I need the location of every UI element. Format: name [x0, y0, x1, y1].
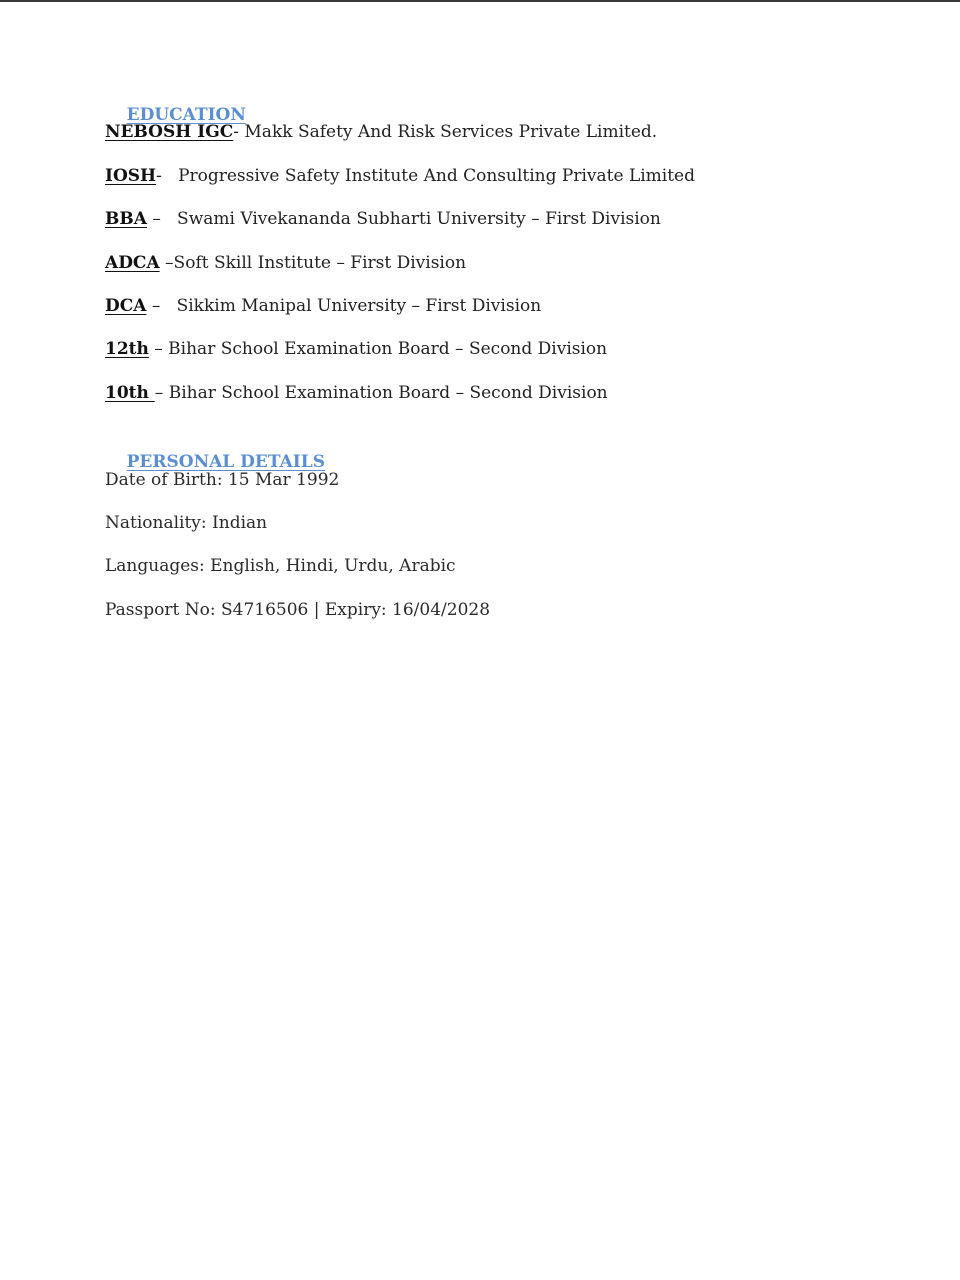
education-item-label: ADCA	[105, 252, 160, 273]
education-item-iosh	[105, 163, 905, 206]
personal-details-heading: PERSONAL DETAILS	[126, 452, 325, 473]
education-item-label: 10th	[105, 382, 155, 403]
passport-info: Passport No: S4716506 | Expiry: 16/04/2028	[105, 599, 491, 620]
date-of-birth: Date of Birth: 15 Mar 1992	[105, 469, 340, 490]
education-item-bba	[105, 206, 905, 249]
page-top-border	[0, 0, 960, 2]
education-item-text: – Sikkim Manipal University – First Division	[146, 295, 542, 316]
education-item-10th	[105, 380, 905, 423]
resume-page-content	[105, 76, 905, 640]
education-item-dca	[105, 293, 905, 336]
education-item-label: IOSH	[105, 165, 157, 186]
education-item-label: 12th	[105, 339, 149, 360]
education-item-text: – Bihar School Examination Board – Second Division	[148, 339, 608, 360]
education-item-adca	[105, 250, 905, 293]
languages: Languages: English, Hindi, Urdu, Arabic	[105, 556, 456, 577]
education-item-label: DCA	[105, 295, 147, 316]
education-item-text: – Swami Vivekananda Subharti University – First Division	[146, 209, 661, 230]
nationality: Nationality: Indian	[105, 512, 268, 533]
personal-details-section	[105, 423, 905, 473]
education-item-text: - Makk Safety And Risk Services Private Limited.	[233, 122, 658, 143]
education-item-text: - Progressive Safety Institute And Consulting Private Limited	[156, 165, 696, 186]
education-item-label: NEBOSH IGC	[105, 122, 234, 143]
education-item-nebosh	[105, 119, 905, 162]
education-item-text: – Bihar School Examination Board – Second Division	[154, 382, 608, 403]
education-item-label: BBA	[105, 209, 147, 230]
education-item-12th	[105, 336, 905, 379]
education-item-text: –Soft Skill Institute – First Division	[159, 252, 467, 273]
education-section	[105, 76, 905, 125]
education-heading: EDUCATION	[126, 105, 246, 125]
